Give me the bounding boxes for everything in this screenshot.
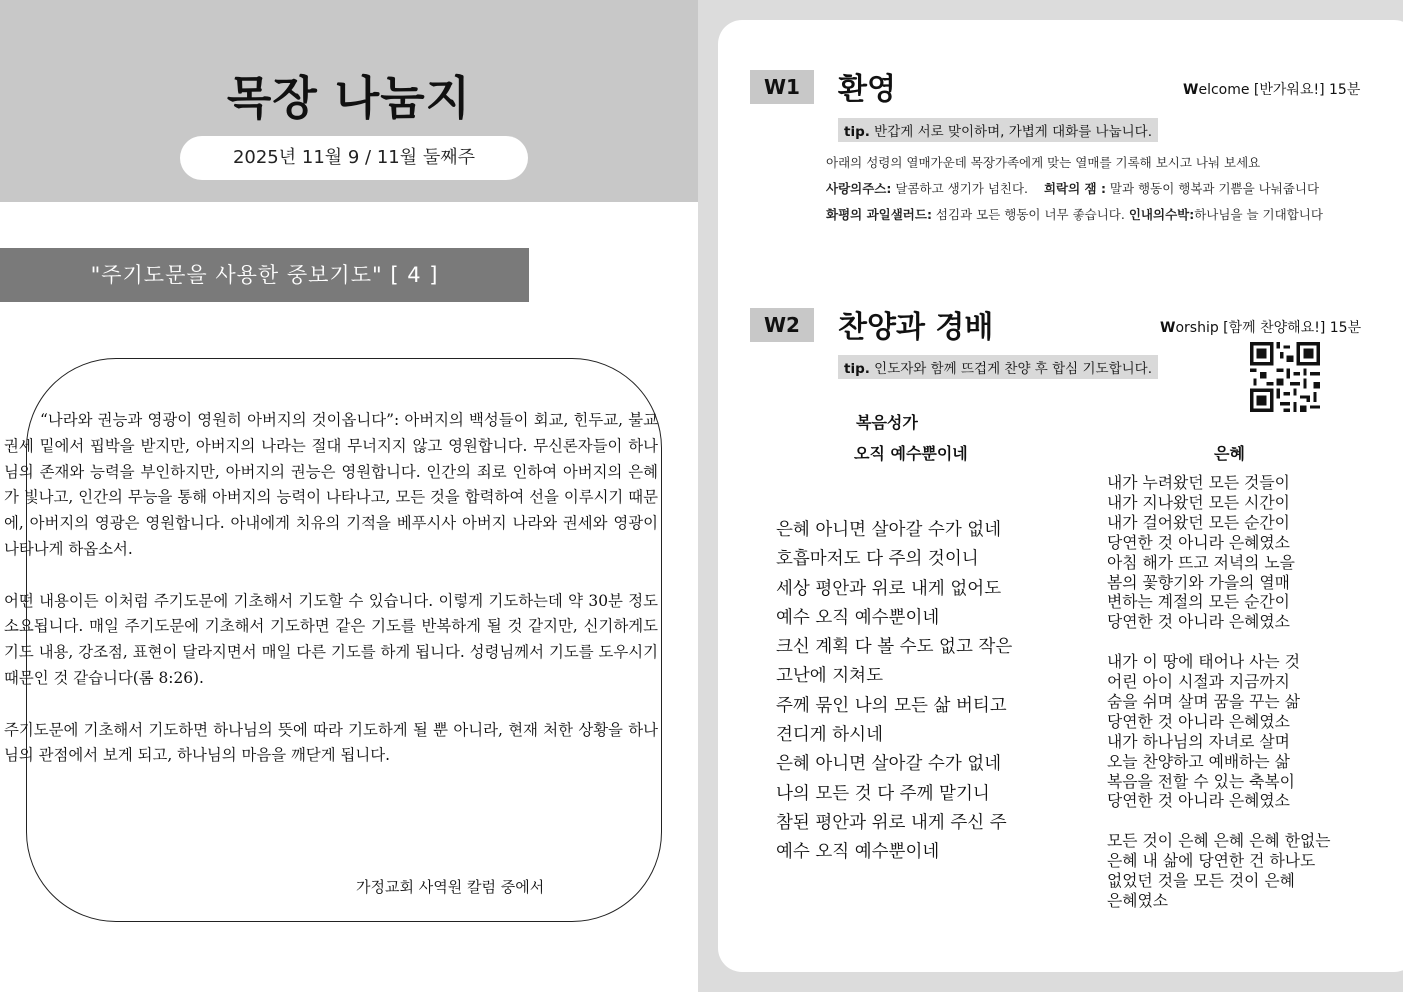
lyric-line: 견디게 하시네 (776, 725, 883, 746)
w2-badge: W2 (750, 308, 814, 342)
fruit-row (826, 202, 1326, 228)
lyric-line: 내가 누려왔던 모든 것들이 (1107, 473, 1290, 492)
w2-meta-initial: W (1160, 320, 1176, 336)
lyric-line: 당연한 것 아니라 은혜였소 (1107, 612, 1290, 632)
fruit-name: 인내의수박: (1128, 207, 1195, 222)
lyric-line: 은혜 내 삶에 당연한 건 하나도 (1107, 851, 1316, 871)
lyric-line: 내가 하나님의 자녀로 살며 (1107, 731, 1290, 751)
fruit-desc: 달콤하고 생기가 넘친다. (891, 181, 1029, 196)
lyric-line: 주께 묶인 나의 모든 삶 버티고 (776, 695, 1007, 716)
lyric-line: 아침 해가 뜨고 저녁의 노을 (1107, 552, 1295, 572)
hymn1-title: 오직 예수뿐이네 (854, 444, 968, 463)
fruit-row (826, 176, 1326, 202)
column-paragraph: 주기도문에 기초해서 기도하면 하나님의 뜻에 따라 기도하게 될 뿐 아니라, 현재 처한 상황을 하나님의 관점에서 보게 되고, 하나님의 마음을 깨닫게 됩니다. (4, 720, 658, 765)
w2-tip-text: 인도자와 함께 뜨겁게 찬양 후 합심 기도합니다. (869, 361, 1152, 377)
hymn1-lyrics (776, 516, 1066, 868)
lyric-line: 내가 걸어왔던 모든 순간이 (1107, 512, 1290, 532)
column-paragraph: “나라와 권능과 영광이 영원히 아버지의 것이옵니다”: 아버지의 백성들이 회교, 힌두교, 불교 권세 밑에서 핍박을 받지만, 아버지의 나라는 절대 무너지지 않고 영원합니다. 무신론자들이 하나님의 존재와 능력을 부인하지만, 아버지의 권능은 영원합니다. 인간의 죄로 인하여 아버지의 은혜가 빛나고, 인간의 무능을 통해 아버지의 능력이 나타나고, 모든 것을 합력하여 선을 이루시기 때문에, 아버지의 영광은 영원합니다. 아내에게 치유의 기적을 베푸시사 아버지 나라와 권세와 영광이 나타나게 하옵소서. (4, 411, 658, 558)
qr-code-icon (1250, 342, 1320, 412)
hymn2-lyrics (1107, 473, 1397, 911)
lyric-line: 어린 아이 시절과 지금까지 (1107, 672, 1290, 692)
date-label: 2025년 11월 9 / 11월 둘째주 (180, 136, 528, 180)
lyric-line: 나의 모든 것 다 주께 맡기니 (776, 783, 990, 804)
w1-intro: 아래의 성령의 열매가운데 목장가족에게 맞는 열매를 기록해 보시고 나눠 보세요 (826, 155, 1261, 170)
hymn2-title: 은혜 (1214, 444, 1245, 463)
fruit-desc: 말과 행동이 행복과 기쁨을 나눠줍니다 (1105, 181, 1320, 196)
lyric-line: 오늘 찬양하고 예배하는 삶 (1107, 751, 1290, 771)
fruit-desc: 하나님을 늘 기대합니다 (1194, 207, 1323, 222)
lyric-line: 예수 오직 예수뿐이네 (776, 842, 940, 863)
w2-title: 찬양과 경배 (838, 310, 994, 345)
lyric-line: 호흡마저도 다 주의 것이니 (776, 549, 979, 570)
w1-fruit-instructions (826, 150, 1326, 228)
w1-badge: W1 (750, 70, 814, 104)
lyric-line: 고난에 지쳐도 (776, 666, 883, 687)
fruit-name: 사랑의주스: (826, 181, 892, 196)
w1-meta-initial: W (1183, 82, 1199, 98)
lyric-line: 당연한 것 아니라 은혜였소 (1107, 532, 1290, 552)
lyric-line: 당연한 것 아니라 은혜였소 (1107, 711, 1290, 731)
lyric-line: 은혜 아니면 살아갈 수가 없네 (776, 520, 1002, 540)
stanza-gap (1107, 811, 1397, 831)
fruit-name: 희락의 잼 : (1043, 181, 1106, 196)
lyric-line: 복음을 전할 수 있는 축복이 (1107, 771, 1295, 791)
w1-tip-label: tip. (844, 124, 870, 140)
lyric-line: 없었던 것을 모든 것이 은혜 (1107, 871, 1295, 891)
lyric-line: 은혜 아니면 살아갈 수가 없네 (776, 754, 1002, 775)
w1-meta-text: elcome [반가워요!] 15분 (1198, 82, 1361, 98)
column-source: 가정교회 사역원 칼럼 중에서 (356, 878, 545, 896)
lyric-line: 내가 이 땅에 태어나 사는 것 (1107, 652, 1300, 672)
stanza-gap (1107, 632, 1397, 652)
lyric-line: 숨을 쉬며 살며 꿈을 꾸는 삶 (1107, 691, 1300, 711)
column-paragraph: 어떤 내용이든 이처럼 주기도문에 기초해서 기도할 수 있습니다. 이렇게 기도하는데 약 30분 정도 소요됩니다. 매일 주기도문에 기초해서 기도하면 같은 기도를 반복하게 될 것 같지만, 신기하게도 기도 내용, 강조점, 표현이 달라지면서 매일 다른 기도를 하게 됩니다. 성령님께서 기도를 도우시기 때문인 것 같습니다(롬 8:26). (4, 591, 658, 687)
w1-tip-text: 반갑게 서로 맞이하며, 가볍게 대화를 나눕니다. (869, 124, 1152, 140)
w2-tip (838, 355, 1158, 379)
lyric-line: 내가 지나왔던 모든 시간이 (1107, 492, 1290, 512)
w2-tip-label: tip. (844, 361, 870, 377)
lyric-line: 모든 것이 은혜 은혜 은혜 한없는 (1107, 831, 1331, 851)
lyric-line: 변하는 계절의 모든 순간이 (1107, 592, 1290, 612)
lyric-line: 은혜였소 (1107, 891, 1169, 910)
lyric-line: 참된 평안과 위로 내게 주신 주 (776, 812, 1007, 833)
fruit-name: 화평의 과일샐러드: (826, 207, 932, 222)
lyric-line: 봄의 꽃향기와 가을의 열매 (1107, 572, 1290, 592)
hymn1-label: 복음성가 (856, 413, 918, 432)
w1-tip (838, 118, 1158, 142)
w1-title: 환영 (838, 72, 896, 107)
page-title: 목장 나눔지 (226, 71, 472, 125)
lyric-line: 예수 오직 예수뿐이네 (776, 607, 940, 628)
w2-meta-text: orship [함께 찬양해요!] 15분 (1175, 320, 1362, 336)
fruit-desc: 섬김과 모든 행동이 너무 좋습니다. (931, 207, 1125, 222)
lyric-line: 당연한 것 아니라 은혜였소 (1107, 791, 1290, 811)
column-series-title: "주기도문을 사용한 중보기도" [ 4 ] (0, 248, 529, 302)
w1-meta (1183, 79, 1360, 99)
w2-meta (1160, 317, 1361, 337)
lyric-line: 크신 계획 다 볼 수도 없고 작은 (776, 637, 1013, 658)
lyric-line: 세상 평안과 위로 내게 없어도 (776, 578, 1002, 599)
column-body (4, 408, 658, 795)
